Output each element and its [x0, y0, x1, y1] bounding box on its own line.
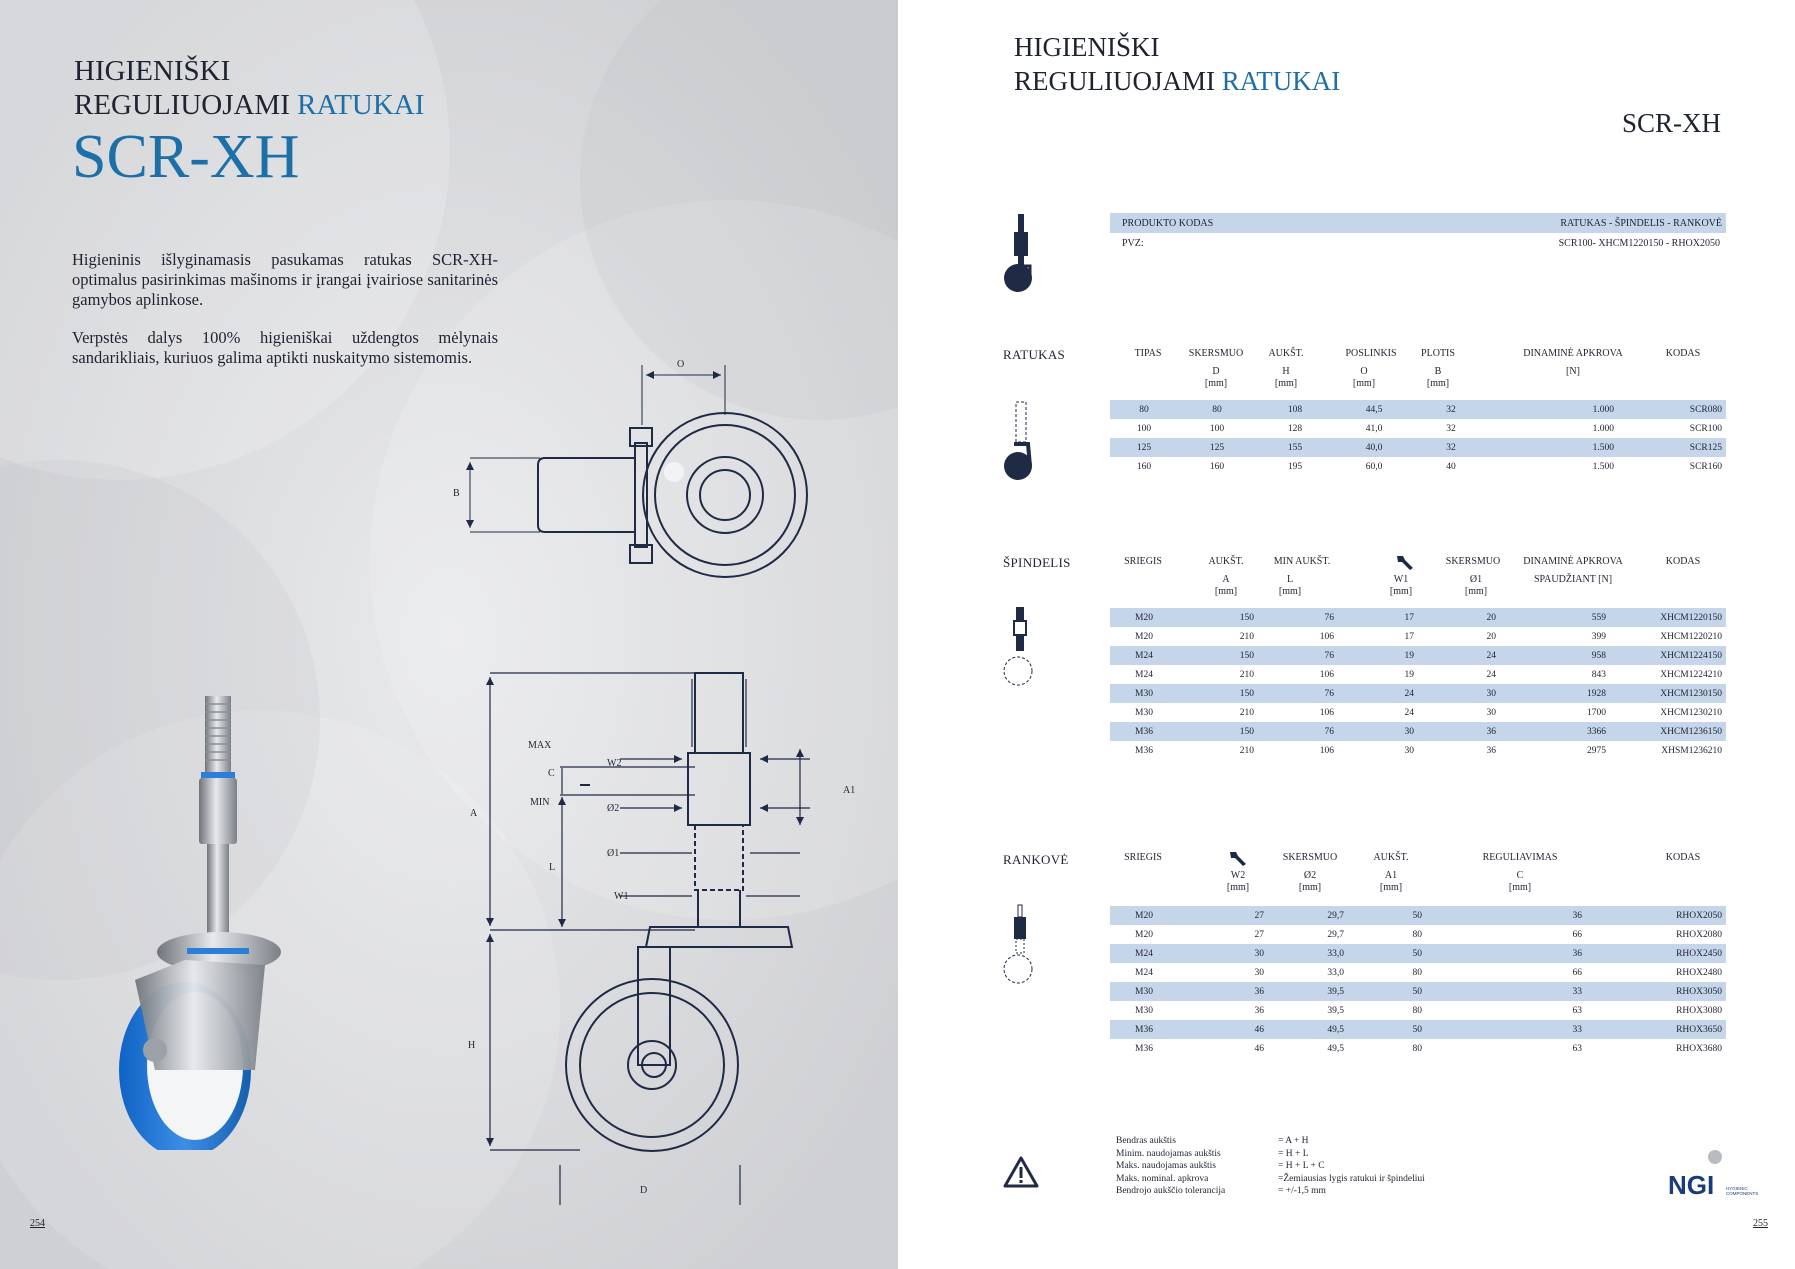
ratukas-cell: 125: [1110, 438, 1178, 457]
spindelis-row: [1110, 741, 1726, 760]
spindelis-row: [1110, 665, 1726, 684]
rankove-cell: 49,5: [1327, 1043, 1344, 1054]
spindelis-cell: M36: [1110, 722, 1178, 741]
dim-o2: Ø2: [607, 803, 620, 814]
spindelis-cell: 210: [1239, 707, 1254, 718]
note-label: Maks. naudojamas aukštis: [1116, 1161, 1217, 1171]
spindelis-cell: M24: [1110, 646, 1178, 665]
rankove-h-kodas: KODAS: [1665, 852, 1701, 863]
rankove-cell: 39,5: [1268, 982, 1348, 1001]
ratukas-row: [1110, 400, 1726, 419]
spindelis-cell: 20: [1418, 608, 1500, 627]
dim-w1: W1: [614, 891, 629, 902]
rankove-cell: RHOX2480: [1676, 967, 1722, 978]
rankove-row: [1110, 944, 1726, 963]
spindelis-cell: 30: [1418, 684, 1500, 703]
dim-w2: W2: [607, 758, 622, 769]
rankove-cell: RHOX2450: [1586, 944, 1726, 963]
ratukas-h-poslinkis: POSLINKIS: [1345, 348, 1397, 359]
wrench-icon-2: [1228, 850, 1248, 866]
rankove-cell: M24: [1135, 967, 1153, 978]
spindelis-cell: 36: [1486, 745, 1496, 756]
ratukas-h-poslinkis-sub: O [mm]: [1352, 366, 1376, 389]
spindelis-cell: 17: [1404, 631, 1414, 642]
ratukas-cell: 44,5: [1334, 400, 1414, 419]
right-title-line2b: RATUKAI: [1221, 66, 1341, 96]
spindelis-cell: M20: [1135, 631, 1153, 642]
rankove-cell: RHOX3650: [1586, 1020, 1726, 1039]
spindelis-cell: XHSM1236210: [1661, 745, 1722, 756]
note-label: Minim. naudojamas aukštis: [1116, 1148, 1221, 1159]
spindelis-cell: 106: [1319, 745, 1334, 756]
dim-b: B: [453, 488, 460, 499]
spindelis-h-skersmuo-sub: Ø1 [mm]: [1464, 574, 1488, 597]
rankove-cell: RHOX3680: [1676, 1043, 1722, 1054]
spindelis-cell: 106: [1319, 669, 1334, 680]
left-description-2: Verpstės dalys 100% higieniškai uždengtos mėlynais sandarikliais, kuriuos galima aptikti nuskaitymo sistemomis.: [72, 328, 498, 367]
spindelis-cell: 76: [1258, 722, 1338, 741]
spindelis-row: [1110, 684, 1726, 703]
spindelis-cell: 843: [1591, 669, 1606, 680]
spindelis-cell: 3366: [1500, 722, 1610, 741]
spindelis-h-skersmuo: SKERSMUO: [1445, 556, 1501, 567]
spindelis-row: [1110, 722, 1726, 741]
ratukas-cell: 128: [1287, 423, 1303, 434]
ratukas-h-apkrova: DINAMINĖ APKROVA: [1523, 348, 1623, 359]
ngi-logo: NGI: [1668, 1170, 1715, 1200]
rankove-cell: 50: [1348, 944, 1426, 963]
ratukas-cell: 100: [1209, 423, 1225, 434]
rankove-cell: 39,5: [1327, 1005, 1344, 1016]
dim-o: O: [677, 359, 685, 370]
wheel-icon: [1000, 400, 1040, 484]
spindelis-cell: 19: [1404, 669, 1414, 680]
ratukas-cell: SCR100: [1689, 423, 1722, 434]
ratukas-cell: 155: [1256, 438, 1334, 457]
code-label: PRODUKTO KODAS: [1122, 218, 1214, 229]
spindelis-cell: XHCM1230150: [1610, 684, 1726, 703]
warning-icon: [1002, 1155, 1040, 1189]
left-description-1: Higieninis išlyginamasis pasukamas ratukas SCR-XH- optimalus pasirinkimas mašinoms ir įrangai įvairiose sanitarinės gamybos aplinkose.: [72, 250, 498, 309]
spindelis-cell: 150: [1178, 684, 1258, 703]
ratukas-cell: 100: [1136, 423, 1152, 434]
spindelis-cell: 210: [1239, 745, 1254, 756]
spindelis-cell: 150: [1178, 722, 1258, 741]
section-rankove: RANKOVĖ: [1003, 852, 1069, 867]
rankove-cell: M30: [1135, 1005, 1153, 1016]
rankove-row: [1110, 982, 1726, 1001]
spindelis-h-sriegis: SRIEGIS: [1124, 556, 1162, 567]
section-spindelis: ŠPINDELIS: [1003, 555, 1071, 570]
rankove-cell: 63: [1572, 1043, 1582, 1054]
dim-d: D: [640, 1185, 648, 1196]
ratukas-cell: 32: [1446, 423, 1456, 434]
rankove-h-aukst-sub: A1 [mm]: [1379, 870, 1403, 893]
rankove-cell: 80: [1412, 1005, 1422, 1016]
ratukas-cell: 80: [1110, 400, 1178, 419]
rankove-cell: 36: [1178, 982, 1268, 1001]
rankove-cell: RHOX3080: [1676, 1005, 1722, 1016]
rankove-h-w2-sub: W2 [mm]: [1226, 870, 1250, 893]
rankove-cell: M20: [1135, 929, 1153, 940]
code-example-label: PVZ:: [1122, 238, 1144, 249]
ratukas-h-kodas: KODAS: [1665, 348, 1701, 359]
rankove-cell: 33,0: [1268, 944, 1348, 963]
right-page: [898, 0, 1795, 1269]
code-example: SCR100- XHCM1220150 - RHOX2050: [1558, 238, 1720, 249]
spindelis-cell: 76: [1258, 608, 1338, 627]
spindelis-cell: 30: [1338, 722, 1418, 741]
spindelis-cell: XHCM1220210: [1660, 631, 1722, 642]
spindelis-h-apkrova-sub: SPAUDŽIANT [N]: [1533, 574, 1613, 585]
spindelis-h-aukst-sub: A [mm]: [1214, 574, 1238, 597]
note-value: = H + L + C: [1278, 1161, 1325, 1171]
rankove-cell: 80: [1412, 967, 1422, 978]
ratukas-row: [1110, 438, 1726, 457]
rankove-cell: RHOX3050: [1586, 982, 1726, 1001]
ratukas-h-skersmuo: SKERSMUO: [1188, 348, 1244, 359]
spindelis-h-kodas: KODAS: [1665, 556, 1701, 567]
rankove-cell: 50: [1348, 982, 1426, 1001]
rankove-cell: 36: [1426, 944, 1586, 963]
rankove-cell: M30: [1110, 982, 1178, 1001]
ratukas-h-aukst-sub: H [mm]: [1274, 366, 1298, 389]
rankove-cell: 80: [1412, 1043, 1422, 1054]
ratukas-cell: 80: [1178, 400, 1256, 419]
note-label: Bendrojo aukščio tolerancija: [1116, 1186, 1226, 1196]
rankove-cell: 36: [1254, 1005, 1264, 1016]
right-title-line2a: REGULIUOJAMI: [1014, 66, 1215, 96]
spindelis-cell: M30: [1135, 707, 1153, 718]
spindelis-cell: 76: [1258, 684, 1338, 703]
spindelis-cell: 17: [1338, 608, 1418, 627]
rankove-cell: 27: [1254, 929, 1264, 940]
spindelis-cell: XHCM1224210: [1660, 669, 1722, 680]
rankove-h-skersmuo-sub: Ø2 [mm]: [1298, 870, 1322, 893]
ratukas-table: [1110, 400, 1726, 476]
spindelis-row: [1110, 608, 1726, 627]
ratukas-h-plotis: PLOTIS: [1421, 348, 1455, 359]
ratukas-cell: 32: [1414, 400, 1488, 419]
dim-a1: A1: [843, 785, 856, 796]
spindelis-h-w1-sub: W1 [mm]: [1389, 574, 1413, 597]
spindelis-cell: 24: [1486, 669, 1496, 680]
rankove-cell: 30: [1178, 944, 1268, 963]
dim-max: MAX: [528, 740, 552, 751]
rankove-row: [1110, 963, 1726, 982]
rankove-cell: 50: [1348, 906, 1426, 925]
note-value: = A + H: [1278, 1136, 1309, 1146]
rankove-cell: 46: [1178, 1020, 1268, 1039]
spindelis-cell: 24: [1404, 707, 1414, 718]
ratukas-cell: 1.500: [1488, 438, 1618, 457]
left-model-title: SCR-XH: [72, 123, 300, 191]
rankove-cell: 29,7: [1268, 906, 1348, 925]
rankove-cell: 63: [1572, 1005, 1582, 1016]
rankove-cell: 30: [1254, 967, 1264, 978]
ratukas-cell: 1.000: [1592, 423, 1614, 434]
rankove-cell: 80: [1412, 929, 1422, 940]
dim-o1: Ø1: [607, 848, 620, 859]
left-title-line1: HIGIENIŠKI: [74, 55, 231, 87]
spindelis-cell: 2975: [1587, 745, 1606, 756]
rankove-cell: RHOX2080: [1676, 929, 1722, 940]
ratukas-row: [1110, 457, 1726, 476]
logo-tagline: HYGIENIC COMPONENTS: [1726, 1186, 1759, 1196]
spindelis-cell: 106: [1319, 707, 1334, 718]
ratukas-cell: 40,0: [1334, 438, 1414, 457]
ratukas-h-apkrova-sub: [N]: [1566, 366, 1580, 377]
side-view-drawing: [470, 665, 830, 1205]
dim-h: H: [468, 1040, 476, 1051]
rankove-row: [1110, 925, 1726, 944]
ratukas-cell: 1.000: [1488, 400, 1618, 419]
spindelis-cell: 210: [1239, 669, 1254, 680]
ratukas-cell: 32: [1414, 438, 1488, 457]
spindelis-h-apkrova: DINAMINĖ APKROVA: [1523, 556, 1623, 567]
note-label: Maks. nominal. apkrova: [1116, 1173, 1209, 1184]
spindelis-cell: 20: [1486, 631, 1496, 642]
spindelis-row: [1110, 703, 1726, 722]
left-title-line2b: RATUKAI: [297, 89, 425, 121]
full-caster-icon: [1000, 212, 1040, 294]
rankove-cell: 33,0: [1327, 967, 1344, 978]
rankove-cell: 27: [1178, 906, 1268, 925]
spindle-icon: [1000, 605, 1040, 689]
spindelis-cell: 19: [1338, 646, 1418, 665]
notes-labels: [1116, 1135, 1225, 1198]
caster-product-image: [95, 690, 305, 1150]
spindelis-cell: XHCM1224150: [1610, 646, 1726, 665]
right-model-title: SCR-XH: [1621, 108, 1721, 138]
spindelis-cell: 559: [1500, 608, 1610, 627]
rankove-cell: 29,7: [1327, 929, 1344, 940]
ratukas-cell: SCR160: [1689, 461, 1722, 472]
spindelis-cell: 106: [1319, 631, 1334, 642]
spindelis-cell: M30: [1110, 684, 1178, 703]
rankove-cell: 36: [1426, 906, 1586, 925]
wrench-icon: [1395, 554, 1415, 570]
note-value: =Žemiausias lygis ratukui ir špindeliui: [1278, 1173, 1425, 1184]
spindelis-cell: 958: [1500, 646, 1610, 665]
spindelis-cell: 210: [1239, 631, 1254, 642]
logo-dot: [1708, 1150, 1722, 1164]
section-ratukas: RATUKAS: [1003, 347, 1066, 362]
rankove-table: [1110, 906, 1726, 1058]
rankove-row: [1110, 1039, 1726, 1058]
rankove-cell: 50: [1348, 1020, 1426, 1039]
right-title-line1: HIGIENIŠKI: [1014, 32, 1160, 62]
ratukas-row: [1110, 419, 1726, 438]
dim-a: A: [470, 808, 478, 819]
spindelis-cell: 150: [1178, 646, 1258, 665]
rankove-cell: 46: [1254, 1043, 1264, 1054]
rankove-cell: 33: [1426, 1020, 1586, 1039]
ratukas-cell: 160: [1209, 461, 1225, 472]
notes-values: [1278, 1135, 1425, 1198]
dim-min: MIN: [530, 797, 550, 808]
ratukas-cell: 41,0: [1365, 423, 1383, 434]
rankove-h-reg-sub: C [mm]: [1508, 870, 1532, 893]
rankove-row: [1110, 1001, 1726, 1020]
ratukas-h-aukst: AUKŠT.: [1268, 348, 1304, 359]
spindelis-table: [1110, 608, 1726, 760]
rankove-h-skersmuo: SKERSMUO: [1282, 852, 1338, 863]
dim-l: L: [549, 862, 556, 873]
ratukas-cell: 125: [1178, 438, 1256, 457]
ratukas-cell: 195: [1287, 461, 1303, 472]
spindelis-cell: M20: [1110, 608, 1178, 627]
rankove-row: [1110, 1020, 1726, 1039]
ratukas-h-skersmuo-sub: D [mm]: [1204, 366, 1228, 389]
spindelis-cell: 30: [1486, 707, 1496, 718]
note-label: Bendras aukštis: [1116, 1136, 1176, 1146]
ratukas-cell: 60,0: [1365, 461, 1383, 472]
spindelis-cell: XHCM1236150: [1610, 722, 1726, 741]
note-value: = +/-1,5 mm: [1278, 1186, 1326, 1196]
spindelis-cell: 150: [1178, 608, 1258, 627]
sleeve-icon: [1000, 903, 1040, 987]
spindelis-h-min-sub: L [mm]: [1278, 574, 1302, 597]
rankove-cell: 66: [1572, 967, 1582, 978]
page-number-right: 255: [1753, 1218, 1768, 1229]
rankove-cell: 49,5: [1268, 1020, 1348, 1039]
left-title-line2a: REGULIUOJAMI: [74, 89, 290, 121]
ratukas-cell: 108: [1256, 400, 1334, 419]
dim-c: C: [548, 768, 555, 779]
rankove-h-sriegis: SRIEGIS: [1124, 852, 1162, 863]
spindelis-row: [1110, 646, 1726, 665]
spindelis-cell: 24: [1418, 646, 1500, 665]
ratukas-h-plotis-sub: B [mm]: [1426, 366, 1450, 389]
spindelis-cell: 36: [1418, 722, 1500, 741]
ratukas-cell: SCR080: [1618, 400, 1726, 419]
spindelis-h-min: MIN AUKŠT.: [1273, 556, 1331, 567]
top-view-drawing: [440, 355, 820, 590]
spindelis-cell: M36: [1135, 745, 1153, 756]
spindelis-row: [1110, 627, 1726, 646]
rankove-h-aukst: AUKŠT.: [1373, 852, 1409, 863]
rankove-cell: RHOX2050: [1586, 906, 1726, 925]
rankove-cell: 33: [1426, 982, 1586, 1001]
rankove-cell: M24: [1110, 944, 1178, 963]
spindelis-cell: XHCM1230210: [1660, 707, 1722, 718]
spindelis-cell: 24: [1338, 684, 1418, 703]
ratukas-cell: 40: [1446, 461, 1456, 472]
ratukas-cell: 160: [1136, 461, 1152, 472]
rankove-h-reg: REGULIAVIMAS: [1482, 852, 1558, 863]
ratukas-h-tipas: TIPAS: [1134, 348, 1162, 359]
spindelis-cell: 30: [1404, 745, 1414, 756]
page-number-left: 254: [30, 1218, 45, 1229]
spindelis-cell: 1700: [1587, 707, 1606, 718]
rankove-cell: M36: [1110, 1020, 1178, 1039]
code-format: RATUKAS - ŠPINDELIS - RANKOVĖ: [1560, 218, 1722, 229]
ratukas-cell: 1.500: [1592, 461, 1614, 472]
right-title: [1014, 30, 1340, 98]
rankove-cell: M20: [1110, 906, 1178, 925]
spindelis-cell: 1928: [1500, 684, 1610, 703]
spindelis-cell: 399: [1591, 631, 1606, 642]
note-value: = H + L: [1278, 1148, 1309, 1159]
spindelis-h-aukst: AUKŠT.: [1208, 556, 1244, 567]
spindelis-cell: 76: [1258, 646, 1338, 665]
left-title: [74, 54, 424, 122]
spindelis-cell: M24: [1135, 669, 1153, 680]
rankove-row: [1110, 906, 1726, 925]
spindelis-cell: XHCM1220150: [1610, 608, 1726, 627]
rankove-cell: M36: [1135, 1043, 1153, 1054]
rankove-cell: 66: [1572, 929, 1582, 940]
ratukas-cell: SCR125: [1618, 438, 1726, 457]
